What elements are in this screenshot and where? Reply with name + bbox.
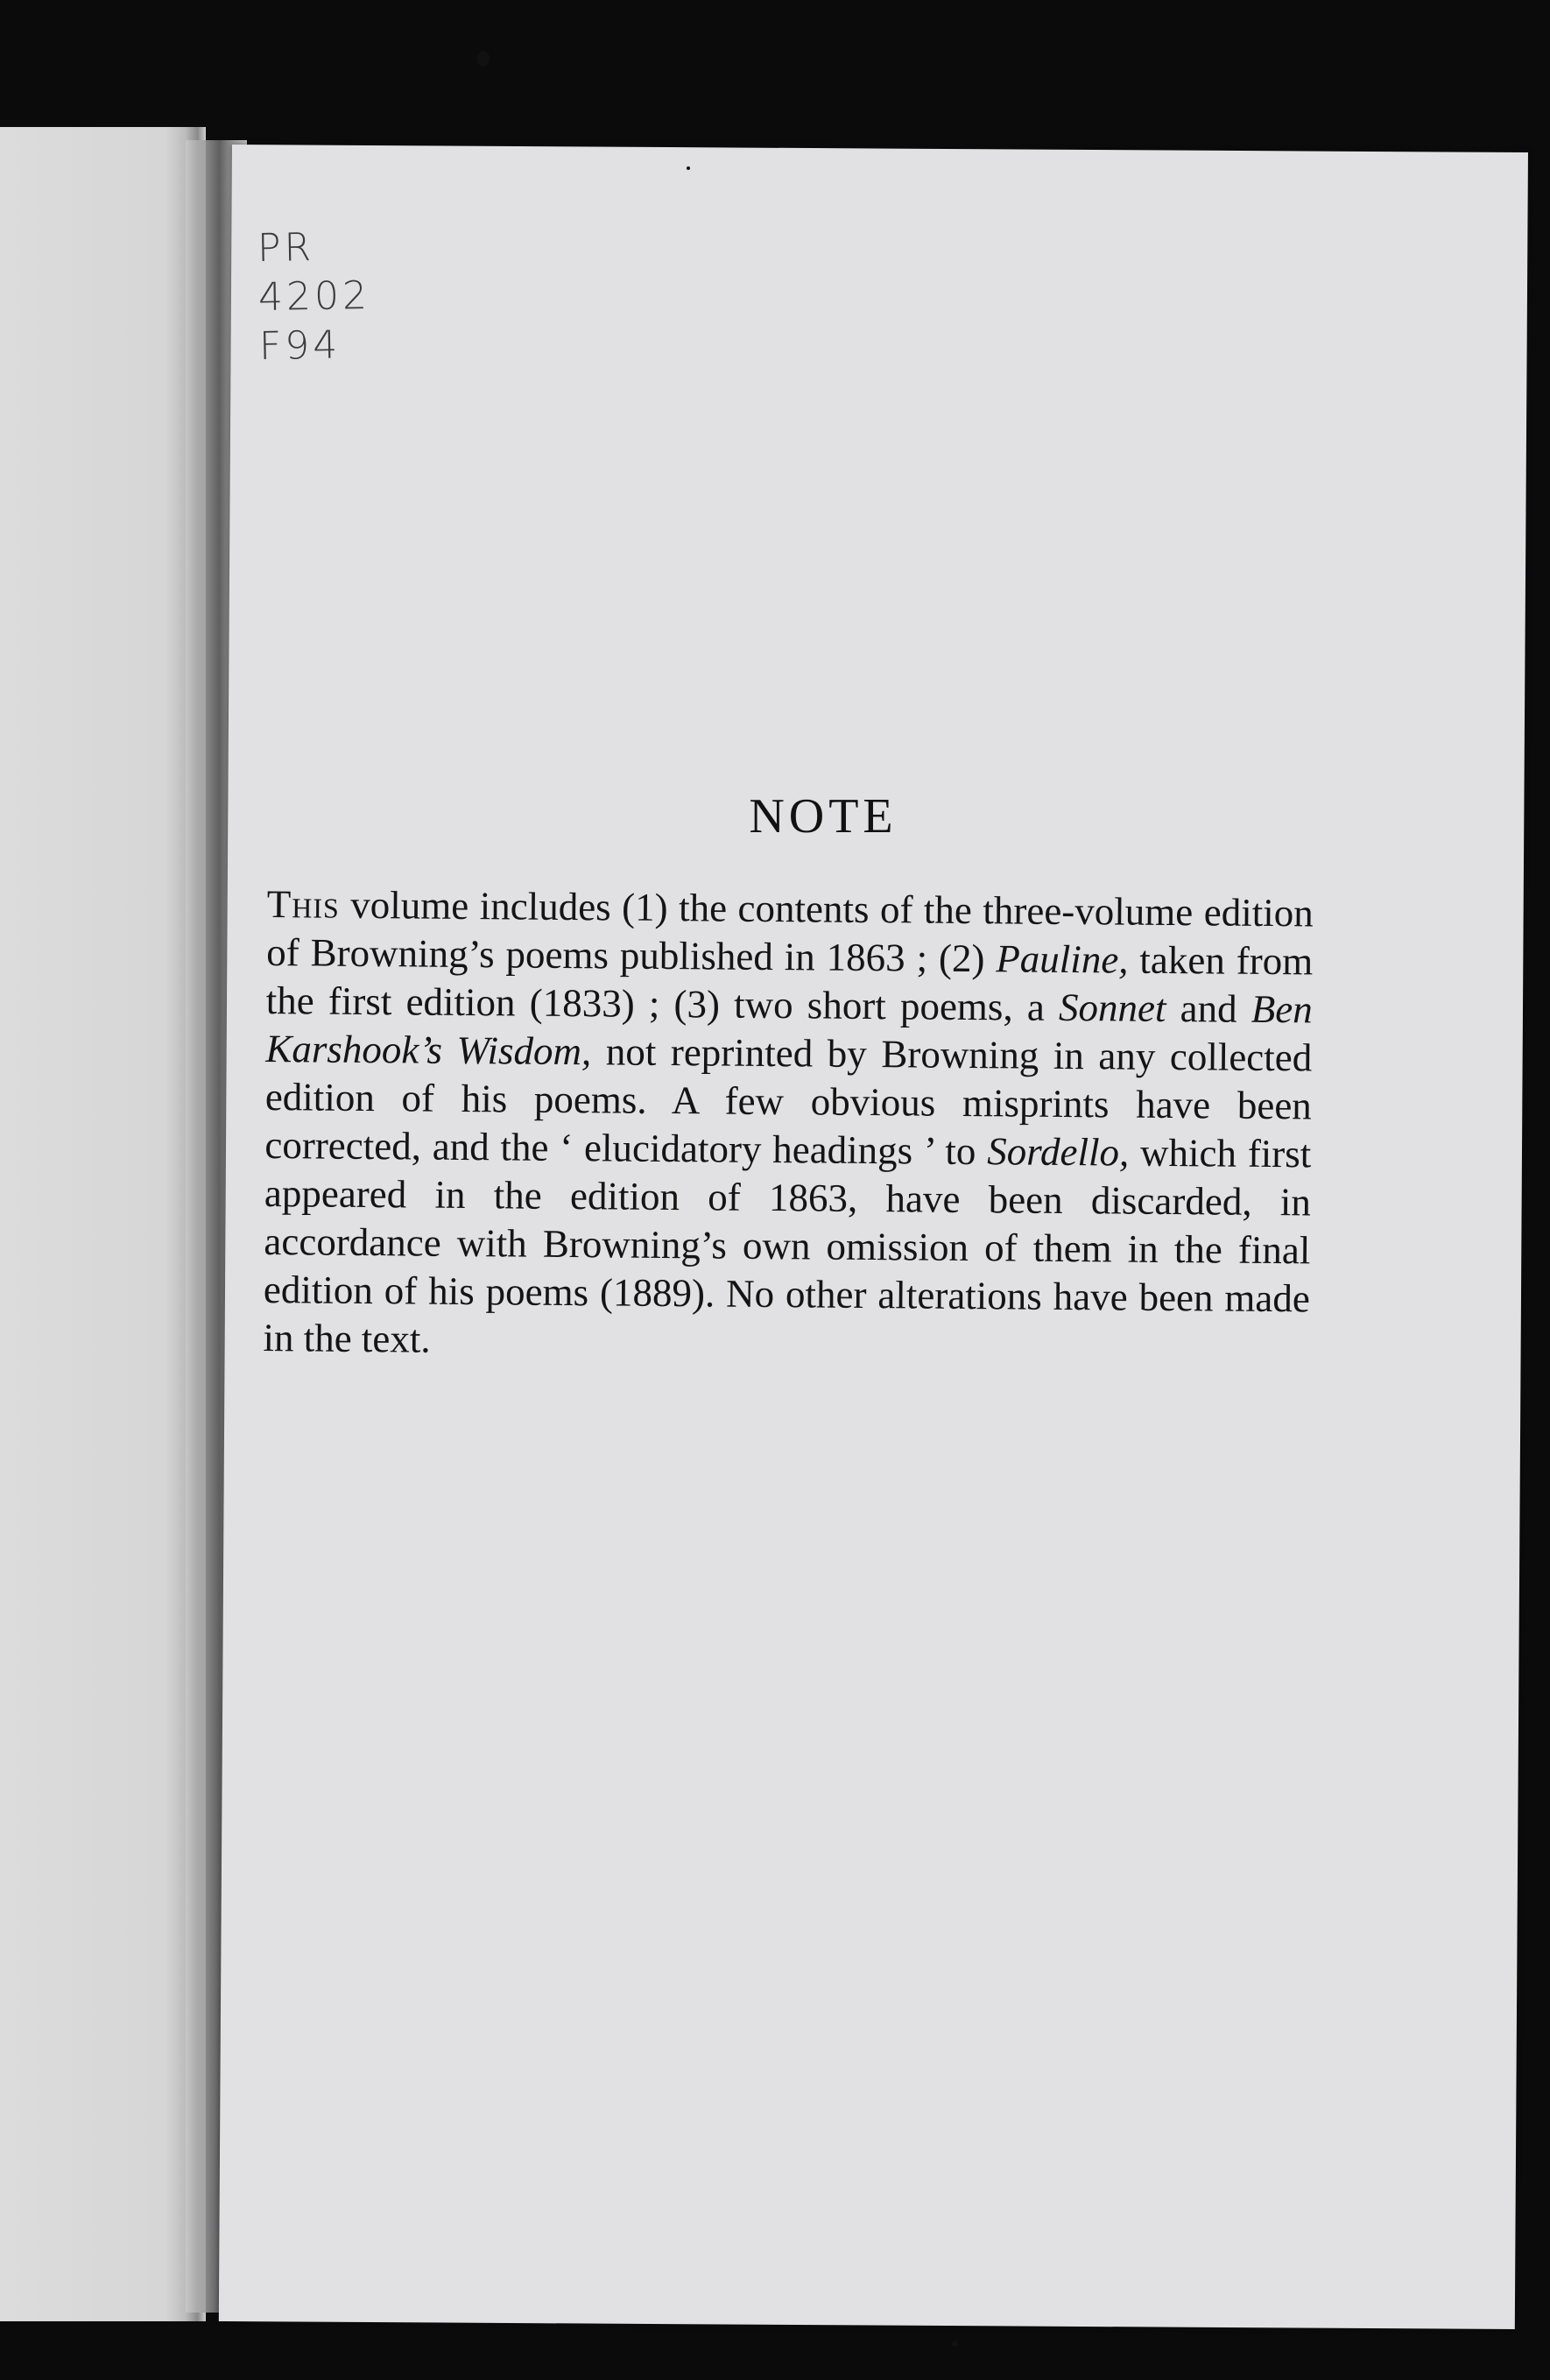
italic-title: Pauline, <box>996 936 1129 982</box>
scan-speck <box>687 166 690 170</box>
call-number-line: F94 <box>258 322 342 370</box>
left-page-edge <box>0 127 206 2321</box>
note-lead-word: This <box>266 881 341 927</box>
call-number-line: PR <box>257 224 315 272</box>
scan-speck <box>952 2341 958 2347</box>
italic-title: Ben Karshook’s Wisdom, <box>265 986 1313 1074</box>
note-body-text: volume includes (1) the contents of the three-volume edition of Browning’s poems published in 1863 ; (2) Pauline, taken from the first edition (1833) ; (3) two short poems, a Sonnet and Ben Karshook’s Wisdom, not reprinted by Browning in any collected edition of his poems. A few obvious misprints have been corrected, and the ‘ elucidatory headings ’ to Sordello, which first appeared in the edition of 1863, have been discarded, in accordance with Browning’s own omission of them in the final edition of his poems (1889). No other alterations have been made in the text. <box>263 882 1314 1361</box>
call-number-line: 4202 <box>257 272 371 321</box>
handwritten-call-number <box>257 222 372 371</box>
scan-speck <box>477 51 490 67</box>
italic-title: Sonnet <box>1058 985 1166 1030</box>
note-paragraph <box>263 880 1314 1371</box>
note-heading: NOTE <box>749 789 898 844</box>
italic-title: Sordello, <box>986 1129 1130 1175</box>
